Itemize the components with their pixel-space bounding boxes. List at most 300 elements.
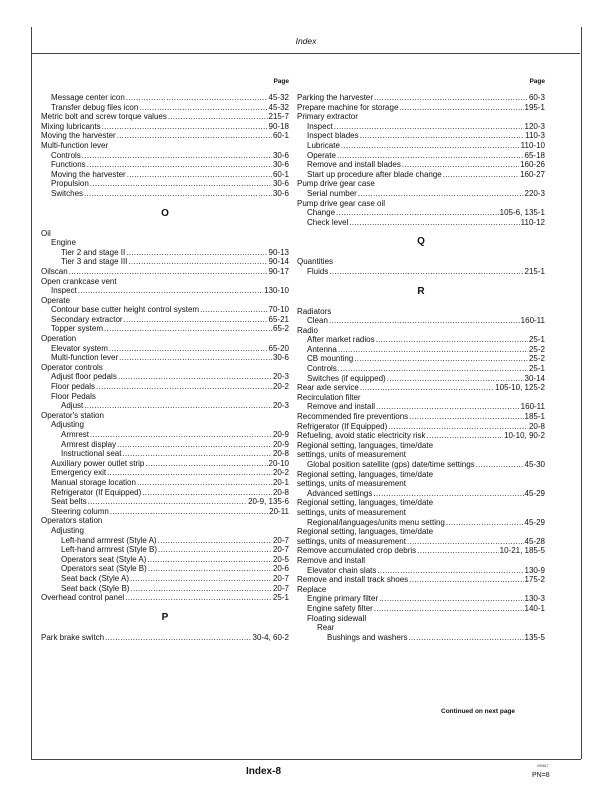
entry-page-ref: 30-4, 60-2 xyxy=(252,632,289,642)
entry-term: Change xyxy=(307,208,336,218)
leader-dots xyxy=(96,382,272,392)
entry-term: Advanced settings xyxy=(307,488,373,498)
entry-page-ref: 30-14 xyxy=(524,373,545,383)
leader-dots xyxy=(125,593,272,603)
entry-page-ref: 20-10 xyxy=(268,458,289,468)
index-entry xyxy=(41,344,289,354)
index-entry xyxy=(41,353,289,363)
entry-term: Multi-function lever xyxy=(51,353,119,363)
leader-dots xyxy=(130,584,272,594)
leader-dots xyxy=(107,468,272,478)
entry-page-ref: 20-7 xyxy=(272,535,289,545)
index-column-right xyxy=(297,76,545,642)
leader-dots xyxy=(341,141,520,151)
index-entry xyxy=(41,584,289,594)
entry-term: Inspect blades xyxy=(307,131,359,141)
index-entry xyxy=(297,103,545,113)
leader-dots xyxy=(476,460,524,470)
entry-term: Controls xyxy=(307,364,337,374)
leader-dots xyxy=(337,151,524,161)
entry-term: Steering column xyxy=(51,506,109,516)
leader-dots xyxy=(373,489,523,499)
index-entry xyxy=(41,160,289,170)
title-divider xyxy=(32,53,580,54)
entry-term: Secondary extractor xyxy=(51,314,123,324)
entry-page-ref: 45-28 xyxy=(524,536,545,546)
index-heading: Multi-function lever xyxy=(41,140,109,150)
index-entry xyxy=(41,382,289,392)
entry-page-ref: 25-1 xyxy=(272,593,289,603)
footer-page-number: Index-8 xyxy=(246,766,282,777)
entry-page-ref: 65-21 xyxy=(268,314,289,324)
leader-dots xyxy=(376,402,520,412)
index-entry xyxy=(297,160,545,170)
leader-dots xyxy=(334,122,524,132)
leader-dots xyxy=(148,564,272,574)
index-entry xyxy=(41,564,289,574)
entry-term: Serial number xyxy=(307,188,357,198)
entry-term: Switches xyxy=(51,188,84,198)
index-heading: Radio xyxy=(297,325,318,335)
leader-dots xyxy=(376,335,528,345)
entry-term: Contour base cutter height control system xyxy=(51,305,200,315)
leader-dots xyxy=(446,518,524,528)
leader-dots xyxy=(145,459,267,469)
entry-page-ref: 65-18 xyxy=(524,150,545,160)
section-letter: R xyxy=(417,285,425,297)
leader-dots xyxy=(329,267,523,277)
entry-term: Floor pedals xyxy=(51,382,96,392)
footer-doc-code: 090817 xyxy=(537,764,549,768)
entry-page-ref: 25-2 xyxy=(528,354,545,364)
leader-dots xyxy=(84,189,272,199)
entry-page-ref: 130-9 xyxy=(524,565,545,575)
entry-term: Emergency exit xyxy=(51,468,107,478)
leader-dots xyxy=(407,537,524,547)
entry-term: Armrest display xyxy=(61,439,117,449)
index-column-left xyxy=(41,76,289,642)
index-entry xyxy=(41,170,289,180)
entry-page-ref: 45-32 xyxy=(268,102,289,112)
leader-dots xyxy=(104,324,272,334)
leader-dots xyxy=(409,633,524,643)
index-entry xyxy=(41,478,289,488)
leader-dots xyxy=(109,344,268,354)
leader-dots xyxy=(137,478,272,488)
entry-page-ref: 160-27 xyxy=(520,169,545,179)
entry-page-ref: 30-6 xyxy=(272,353,289,363)
entry-term: Start up procedure after blade change xyxy=(307,169,442,179)
index-heading: Replace xyxy=(297,584,327,594)
leader-dots xyxy=(118,372,272,382)
index-entry xyxy=(41,267,289,277)
entry-page-ref: 215-1 xyxy=(524,266,545,276)
entry-term: Prepare machine for storage xyxy=(297,102,399,112)
index-entry xyxy=(297,604,545,614)
entry-term: Elevator chain slats xyxy=(307,565,377,575)
index-entry xyxy=(297,518,545,528)
leader-dots xyxy=(105,633,251,643)
leader-dots xyxy=(336,208,499,218)
index-heading: Pump drive gear case xyxy=(297,179,375,189)
entry-page-ref: 175-2 xyxy=(524,575,545,585)
entry-page-ref: 90-14 xyxy=(268,257,289,267)
index-entry xyxy=(297,93,545,103)
index-entry xyxy=(297,460,545,470)
entry-term: Park brake switch xyxy=(41,632,105,642)
entry-page-ref: 10-21, 185-5 xyxy=(499,546,545,556)
entry-page-ref: 60-1 xyxy=(272,169,289,179)
entry-page-ref: 20-9 xyxy=(272,439,289,449)
index-entry xyxy=(41,545,289,555)
entry-page-ref: 25-2 xyxy=(528,344,545,354)
index-heading: Floor Pedals xyxy=(51,391,96,401)
index-heading: Engine xyxy=(51,238,76,248)
entry-term: Switches (if equipped) xyxy=(307,373,386,383)
index-heading: Radiators xyxy=(297,306,332,316)
index-entry xyxy=(297,546,545,556)
entry-term: Seat belts xyxy=(51,497,87,507)
leader-dots xyxy=(354,354,528,364)
leader-dots xyxy=(443,170,519,180)
entry-page-ref: 20-3 xyxy=(272,401,289,411)
leader-dots xyxy=(200,305,267,315)
index-heading: Remove and install xyxy=(297,555,366,565)
entry-page-ref: 65-2 xyxy=(272,324,289,334)
entry-term: Global position satellite (gps) date/time settings xyxy=(307,460,475,469)
index-entry xyxy=(41,536,289,546)
entry-page-ref: 10-10, 90-2 xyxy=(504,431,545,441)
index-entry xyxy=(41,248,289,258)
entry-term: Topper system xyxy=(51,324,104,334)
entry-term: Controls xyxy=(51,150,81,160)
index-heading: settings, units of measurement xyxy=(297,479,406,489)
index-entry xyxy=(41,468,289,478)
entry-term: Engine primary filter xyxy=(307,594,379,604)
entry-page-ref: 45-29 xyxy=(524,488,545,498)
entry-page-ref: 105-6, 135-1 xyxy=(499,208,545,218)
leader-dots xyxy=(374,604,524,614)
entry-page-ref: 30-6 xyxy=(272,150,289,160)
entry-page-ref: 120-3 xyxy=(524,121,545,131)
entry-page-ref: 160-26 xyxy=(520,160,545,170)
leader-dots xyxy=(88,497,248,507)
entry-term: Operators seat (Style B) xyxy=(61,564,147,574)
index-entry xyxy=(297,422,545,432)
entry-term: Operate xyxy=(307,150,336,160)
index-entry xyxy=(297,170,545,180)
entry-page-ref: 20-11 xyxy=(269,506,289,516)
leader-dots xyxy=(126,248,267,258)
entry-term: Regional/languages/units menu setting xyxy=(307,517,445,527)
index-heading: Adjusting xyxy=(51,525,84,535)
index-entry xyxy=(41,286,289,296)
entry-term: Manual storage location xyxy=(51,477,136,487)
index-entry xyxy=(297,566,545,576)
entry-term: Elevator system xyxy=(51,343,108,353)
entry-term: Left-hand armrest (Style A) xyxy=(61,535,157,545)
entry-page-ref: 20-7 xyxy=(272,545,289,555)
entry-term: Mixing lubricants xyxy=(41,121,101,131)
index-heading: Floating sidewall xyxy=(307,613,367,623)
index-entry xyxy=(41,497,289,507)
entry-term: Transfer debug files icon xyxy=(51,102,139,112)
entry-page-ref: 160-11 xyxy=(520,402,545,412)
index-heading: Regional setting, languages, time/date xyxy=(297,469,434,479)
index-entry xyxy=(41,440,289,450)
index-heading: settings, units of measurement xyxy=(297,450,406,460)
entry-term: CB mounting xyxy=(307,354,354,364)
entry-page-ref: 20-1 xyxy=(272,477,289,487)
entry-term: Fluids xyxy=(307,266,329,276)
leader-dots xyxy=(417,546,498,556)
leader-dots xyxy=(388,422,528,432)
index-entry xyxy=(41,488,289,498)
entry-page-ref: 30-6 xyxy=(272,179,289,189)
index-entry xyxy=(297,131,545,141)
entry-page-ref: 30-6 xyxy=(272,188,289,198)
index-entry xyxy=(41,112,289,122)
index-heading: Pump drive gear case oil xyxy=(297,198,386,208)
footer-divider xyxy=(31,759,581,760)
index-heading: Rear xyxy=(317,623,335,633)
entry-page-ref: 45-32 xyxy=(268,93,289,102)
continued-note: Continued on next page xyxy=(441,708,516,715)
leader-dots xyxy=(84,401,272,411)
index-entry xyxy=(41,574,289,584)
entry-page-ref: 20-8 xyxy=(528,421,545,431)
entry-term: Moving the harvester xyxy=(41,131,116,141)
entry-term: Overhead control panel xyxy=(41,593,125,603)
leader-dots xyxy=(110,507,268,517)
entry-term: Adjust floor pedals xyxy=(51,372,117,382)
leader-dots xyxy=(377,566,523,576)
leader-dots xyxy=(147,555,272,565)
entry-term: Instructional seat xyxy=(61,449,122,459)
leader-dots xyxy=(360,383,494,393)
entry-page-ref: 70-10 xyxy=(268,305,289,315)
index-entry xyxy=(41,593,289,603)
entry-page-ref: 20-6 xyxy=(272,564,289,574)
leader-dots xyxy=(427,431,504,441)
leader-dots xyxy=(168,112,268,122)
index-heading: Quantities xyxy=(297,257,334,267)
leader-dots xyxy=(117,131,272,141)
leader-dots xyxy=(338,345,528,355)
entry-page-ref: 195-1 xyxy=(524,102,545,112)
leader-dots xyxy=(409,575,523,585)
entry-term: Refueling, avoid static electricity risk xyxy=(297,431,426,441)
entry-term: Inspect xyxy=(51,286,77,296)
entry-page-ref: 135-5 xyxy=(524,632,545,642)
leader-dots xyxy=(142,488,272,498)
index-heading: Operator controls xyxy=(41,362,103,372)
entry-term: Seat back (Style B) xyxy=(61,583,130,593)
entry-page-ref: 20-7 xyxy=(272,573,289,583)
entry-term: Left-hand armrest (Style B) xyxy=(61,545,158,555)
section-letter: Q xyxy=(417,236,425,248)
leader-dots xyxy=(90,179,272,189)
entry-page-ref: 110-12 xyxy=(520,217,545,227)
index-entry xyxy=(297,218,545,228)
entry-page-ref: 110-10 xyxy=(520,140,545,150)
leader-dots xyxy=(409,412,523,422)
entry-page-ref: 20-9, 135-6 xyxy=(248,497,289,507)
footer-pn: PN=8 xyxy=(532,772,550,779)
entry-term: Functions xyxy=(51,160,86,170)
index-entry xyxy=(41,459,289,469)
index-entry xyxy=(41,430,289,440)
leader-dots xyxy=(158,536,272,546)
entry-term: Refrigerator (If Equipped) xyxy=(297,421,388,431)
entry-term: Parking the harvester xyxy=(297,93,374,102)
entry-page-ref: 90-13 xyxy=(268,247,289,257)
index-heading: Operate xyxy=(41,295,70,305)
index-entry xyxy=(297,537,545,547)
leader-dots xyxy=(124,315,268,325)
entry-page-ref: 60-1 xyxy=(272,131,289,141)
index-heading: Adjusting xyxy=(51,420,84,430)
entry-term: Remove and install xyxy=(307,402,376,412)
entry-term: Propulsion xyxy=(51,179,89,189)
entry-page-ref: 105-10, 125-2 xyxy=(495,383,545,393)
leader-dots xyxy=(338,364,528,374)
entry-term: Engine safety filter xyxy=(307,603,373,613)
index-entry xyxy=(297,594,545,604)
leader-dots xyxy=(78,286,263,296)
entry-term: After market radios xyxy=(307,335,375,345)
index-entries xyxy=(41,93,289,642)
index-entry xyxy=(41,179,289,189)
index-entry xyxy=(41,189,289,199)
leader-dots xyxy=(102,122,268,132)
index-heading: Oil xyxy=(41,228,51,238)
leader-dots xyxy=(379,594,523,604)
entry-term: Message center icon xyxy=(51,93,125,102)
entry-term: Antenna xyxy=(307,344,337,354)
entry-page-ref: 20-3 xyxy=(272,372,289,382)
entry-page-ref: 215-7 xyxy=(268,112,289,122)
leader-dots xyxy=(358,189,524,199)
index-entry xyxy=(41,633,289,643)
entry-term: Oilscan xyxy=(41,266,68,276)
entry-term: Remove and install track shoes xyxy=(297,575,409,585)
index-entry xyxy=(41,372,289,382)
index-entry xyxy=(297,431,545,441)
index-entry xyxy=(297,335,545,345)
entry-page-ref: 20-2 xyxy=(272,382,289,392)
leader-dots xyxy=(402,160,519,170)
entry-page-ref: 185-1 xyxy=(524,412,545,422)
index-entry xyxy=(297,374,545,384)
leader-dots xyxy=(130,574,272,584)
index-entry xyxy=(297,316,545,326)
entry-term: Lubricate xyxy=(307,140,340,150)
index-entry xyxy=(41,555,289,565)
section-letter: P xyxy=(161,611,169,623)
leader-dots xyxy=(158,545,272,555)
entry-term: Clean xyxy=(307,316,328,326)
index-entry xyxy=(41,122,289,132)
index-entry xyxy=(41,315,289,325)
entry-page-ref: 20-2 xyxy=(272,468,289,478)
section-letter: O xyxy=(161,207,169,219)
index-entry xyxy=(41,507,289,517)
index-heading: Open crankcase vent xyxy=(41,276,117,286)
index-entry xyxy=(41,93,289,103)
index-heading: Regional setting, languages, time/date xyxy=(297,527,434,537)
entry-page-ref: 20-7 xyxy=(272,583,289,593)
entry-page-ref: 20-8 xyxy=(272,487,289,497)
index-heading: settings, units of measurement xyxy=(297,507,406,517)
leader-dots xyxy=(399,103,523,113)
entry-page-ref: 20-5 xyxy=(272,554,289,564)
entry-page-ref: 45-30 xyxy=(524,460,545,469)
leader-dots xyxy=(69,267,268,277)
page-column-header: Page xyxy=(273,78,289,85)
entry-term: Auxiliary power outlet strip xyxy=(51,458,145,468)
entry-page-ref: 140-1 xyxy=(524,603,545,613)
leader-dots xyxy=(360,131,525,141)
entry-term: Refrigerator (If Equipped) xyxy=(51,487,142,497)
entry-term: Bushings and washers xyxy=(327,632,408,642)
entry-term: Recommended fire preventions xyxy=(297,412,409,422)
leader-dots xyxy=(139,103,267,113)
index-entry xyxy=(297,412,545,422)
entry-page-ref: 25-1 xyxy=(528,335,545,345)
entry-page-ref: 130-10 xyxy=(264,286,289,296)
page-column-header: Page xyxy=(529,78,545,85)
index-entry xyxy=(41,131,289,141)
leader-dots xyxy=(349,218,519,228)
leader-dots xyxy=(126,93,268,103)
index-heading: Operator's station xyxy=(41,410,104,420)
index-entry xyxy=(41,449,289,459)
entry-term: Inspect xyxy=(307,121,333,131)
entry-page-ref: 30-6 xyxy=(272,160,289,170)
entry-term: Tier 2 and stage II xyxy=(61,247,126,257)
entry-term: Moving the harvester xyxy=(51,169,126,179)
index-entry xyxy=(297,345,545,355)
index-entry xyxy=(41,401,289,411)
entry-term: Check level xyxy=(307,217,349,227)
leader-dots xyxy=(387,374,524,384)
leader-dots xyxy=(82,151,272,161)
index-entry xyxy=(41,305,289,315)
entry-page-ref: 130-3 xyxy=(524,594,545,604)
entry-term: Remove and install blades xyxy=(307,160,401,170)
index-heading: Primary extractor xyxy=(297,112,358,122)
index-heading: Regional setting, languages, time/date xyxy=(297,440,434,450)
index-entries xyxy=(297,93,545,642)
leader-dots xyxy=(87,160,272,170)
index-entry xyxy=(297,151,545,161)
leader-dots xyxy=(127,170,272,180)
entry-page-ref: 220-3 xyxy=(524,188,545,198)
index-entry xyxy=(297,383,545,393)
entry-term: Armrest xyxy=(61,430,89,439)
index-entry xyxy=(297,489,545,499)
entry-page-ref: 60-3 xyxy=(528,93,545,102)
leader-dots xyxy=(128,257,267,267)
entry-term: Metric bolt and screw torque values xyxy=(41,112,167,122)
index-entry xyxy=(297,267,545,277)
index-entry xyxy=(297,354,545,364)
index-entry xyxy=(297,402,545,412)
entry-term: Seat back (Style A) xyxy=(61,573,130,583)
entry-page-ref: 20-8 xyxy=(272,449,289,459)
index-heading: Operators station xyxy=(41,516,103,526)
